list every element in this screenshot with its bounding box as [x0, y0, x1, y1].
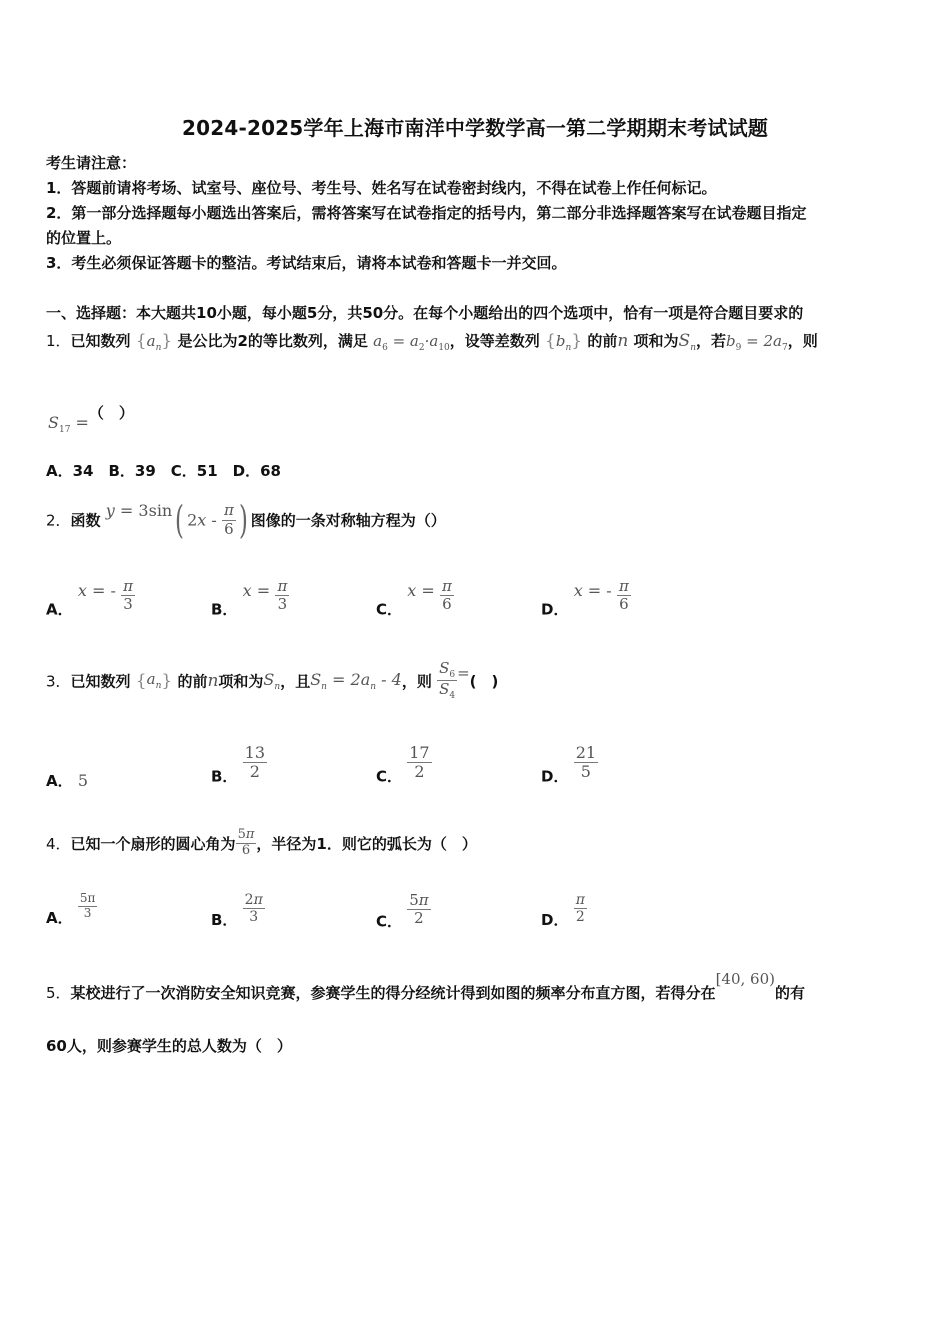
option-label: C．: [376, 600, 403, 619]
q4-option-d[interactable]: D． $\frac{\pi}{2}$: [541, 892, 585, 930]
q1-text: （ ）: [88, 404, 134, 422]
question-5: [46, 970, 805, 1003]
q2-option-b[interactable]: B． x = $\frac{\pi}{3}$: [211, 577, 288, 619]
option-label: A．: [46, 908, 73, 927]
notice-item-3: 3．考生必须保证答题卡的整洁。考试结束后，请将本试卷和答题卡一并交回。: [46, 254, 567, 272]
fraction-numerator: 21: [575, 743, 597, 762]
q5-text: 的有: [774, 984, 805, 1002]
question-3: 3．已知数列 $\{a_n\}$ 的前n项和为$S_n$，且$S_n = 2a_n - 4$，则 $\frac{S_6}{S_4}$ =( ): [46, 659, 499, 702]
q1-text: ，则: [787, 332, 818, 350]
q3-option-c[interactable]: [376, 744, 432, 786]
q2-option-a[interactable]: A． x = - $\frac{\pi}{3}$: [46, 577, 133, 619]
question-number: 1．: [46, 332, 71, 350]
q5-line-2: 60人，则参赛学生的总人数为（ ）: [46, 1037, 292, 1055]
q3-text: ( ): [469, 672, 499, 691]
option-value: 5: [77, 771, 89, 790]
q3-text: ，则: [401, 672, 432, 691]
fraction-denominator: 2: [249, 762, 260, 782]
page-title: 2024-2025学年上海市南洋中学数学高一第二学期期末考试试题: [181, 116, 769, 140]
notice-heading: 考生请注意：: [46, 154, 137, 172]
q5-interval: [40, 60): [715, 970, 775, 988]
fraction-numerator: 17: [409, 743, 430, 762]
question-number: 3．: [46, 672, 71, 691]
question-number: 5．: [46, 984, 71, 1002]
question-4: 4．已知一个扇形的圆心角为 $\frac{5\pi}{6}$ ，半径为1．则它的弧长为（ ）: [46, 827, 477, 858]
q4-option-b[interactable]: B． $\frac{2\pi}{3}$: [211, 892, 263, 930]
q2-option-d[interactable]: D． x = - $\frac{\pi}{6}$: [541, 577, 629, 619]
notice-item-1: 1．答题前请将考场、试室号、座位号、考生号、姓名写在试卷密封线内，不得在试卷上作任何标记。: [46, 179, 717, 197]
q2-text: 图像的一条对称轴方程为（）: [250, 511, 446, 530]
question-number: 2．: [46, 511, 71, 530]
q1-text: 是公比为2的等比数列，满足: [177, 332, 368, 350]
section-heading: 一、选择题：本大题共10小题，每小题5分，共50分。在每个小题给出的四个选项中，恰有一项是符合题目要求的: [46, 304, 804, 322]
option-label: B．: [211, 600, 238, 619]
question-1: 1．已知数列 $\{a_n\}$ 是公比为2的等比数列，满足 $a_6 = a_2\cdot a_{10}$，设等差数列 $\{b_n\}$ 的前n 项和为$S_n$，若$b_9 = 2a_7$，则: [46, 331, 818, 353]
q2-text: 函数: [70, 511, 101, 530]
notice-item-2a: 2．第一部分选择题每小题选出答案后，需将答案写在试卷指定的括号内，第二部分非选择题答案写在试卷题目指定: [46, 204, 807, 222]
q1-text: ，设等差数列: [449, 332, 540, 350]
fraction-denominator: 5: [580, 762, 591, 782]
fraction-denominator: 2: [414, 762, 425, 782]
q3-text: ，且: [280, 672, 311, 691]
q3-text: 的前: [177, 672, 208, 691]
option-label: A．: [46, 772, 73, 790]
q3-text: 项和为: [218, 672, 264, 691]
option-label: D．: [541, 767, 569, 786]
option-label: C．: [376, 912, 403, 931]
fraction-numerator: 13: [244, 743, 266, 762]
q2-option-c[interactable]: C． x = $\frac{\pi}{6}$: [376, 577, 452, 619]
q3-text: 已知数列: [70, 672, 131, 691]
option-label: B．: [211, 767, 238, 786]
q3-option-a[interactable]: [46, 770, 88, 791]
q3-option-d[interactable]: [541, 744, 598, 786]
q4-text: ，半径为1．则它的弧长为（ ）: [256, 834, 477, 853]
q4-option-a[interactable]: A． $\frac{5\pi}{3}$: [46, 891, 96, 927]
q1-text: 的前: [587, 332, 618, 350]
option-label: A．: [46, 600, 73, 619]
option-label: D．: [541, 911, 569, 930]
q4-option-c[interactable]: C． $\frac{5\pi}{2}$: [376, 891, 429, 931]
q1-options[interactable]: A．34 B．39 C．51 D．68: [46, 462, 281, 480]
q1-text: 项和为: [633, 332, 679, 350]
q3-option-b[interactable]: [211, 744, 267, 786]
q5-text: 某校进行了一次消防安全知识竞赛，参赛学生的得分经统计得到如图的频率分布直方图，若得分在: [70, 984, 716, 1002]
question-2: 2．函数 y = 3sin( 2x - $\frac{\pi}{6}$ ) 图像的一条对称轴方程为（）: [46, 498, 446, 542]
option-label: B．: [211, 911, 238, 930]
option-label: C．: [376, 767, 403, 786]
notice-item-2b: 的位置上。: [46, 229, 122, 247]
q1-text: ，若: [696, 332, 727, 350]
q1-text: 已知数列: [70, 332, 131, 350]
q4-text: 已知一个扇形的圆心角为: [70, 834, 236, 853]
question-number: 4．: [46, 834, 71, 853]
q1-continuation: $S_{17}$ =（ ）: [48, 404, 134, 435]
option-label: D．: [541, 600, 569, 619]
